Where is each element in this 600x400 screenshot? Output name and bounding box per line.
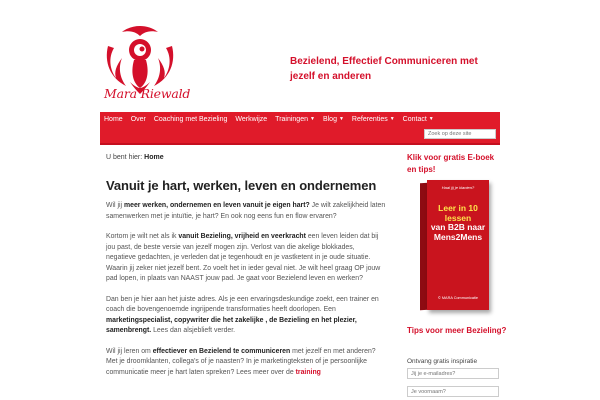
nav-item-coaching-met-bezieling[interactable] [150,112,232,127]
nav-item-home[interactable] [100,112,127,127]
training-link[interactable]: training [295,368,321,376]
sidebar [407,152,503,300]
text: Dan ben je hier aan het juiste adres. Als je een ervaringsdeskundige zoekt, een trainer en coach die bovengenoemde ingrijpende transformaties heeft doorlopen. Een [106,295,379,313]
breadcrumb-current: Home [144,154,164,161]
text: met jezelf en met anderen? Met je droomklanten, collega's of je naasten? In je marketingteksten of je persoonlijke communicatie meer je hart laten spreken? Lees meer over de [106,347,376,376]
breadcrumb-prefix: U bent hier: [106,154,143,161]
chevron-down-icon: ▼ [310,116,315,122]
nav-item-label: Coaching met Bezieling [153,116,228,123]
nav-item-label: Home [104,116,123,123]
site-tagline: Bezielend, Effectief Communiceren met jezelf en anderen [290,56,478,82]
breadcrumb [106,154,164,161]
chevron-down-icon: ▼ [338,116,344,122]
nav-item-label: Werkwijze [235,116,268,123]
book-top-text: Haal jij je klanten? [441,185,475,190]
nav-items [100,112,438,127]
text: een leven leiden dat bij jou past, de beste versie van jezelf mogen zijn. Verlost van die akelige blokkades, negatieve gedachten, je verleden dat je tegenhoudt en je vastketent in je oude situatie. Waarin jij zeker niet jezelf bent. Zo voelt het in ieder geval niet. Je wilt heel graag OP jouw pad lopen, in plaats van NAAST jouw pad. Je gaat voor Bezielend leven en werken? [106,233,381,282]
text: Lees dan alsjeblieft verder. [151,327,236,334]
chevron-down-icon: ▼ [389,116,395,122]
nav-item-label: Referenties [351,116,388,123]
intro-paragraph-1 [106,201,386,222]
nav-item-blog[interactable] [319,112,348,127]
first-name-field[interactable] [407,386,499,397]
bold-text: marketingspecialist, copywriter die het zakelijke , de Bezieling en het plezier, samenbrengt. [106,316,357,334]
nav-item-label: Over [130,116,146,123]
intro-paragraph-3 [106,295,386,337]
text: Wil jij leren om [106,347,153,355]
bold-text: meer werken, ondernemen en leven vanuit je eigen hart? [124,202,310,209]
brand-name[interactable]: Mara Riewald [104,86,191,101]
nav-item-referenties[interactable] [348,112,399,127]
main-navigation [100,112,500,145]
ebook-heading[interactable]: Klik voor gratis E-boek en tips! [407,153,495,174]
intro-paragraph-4 [106,347,386,379]
ebook-cover[interactable] [417,180,491,314]
book-footer: © MARA Communicatie [438,296,478,300]
book-face [427,180,489,310]
bold-text: effectiever en Bezielend te communiceren [152,347,291,355]
tips-heading: Tips voor meer Bezieling? [407,326,507,335]
main-content [106,178,386,388]
nav-item-over[interactable] [127,112,150,127]
nav-item-trainingen[interactable] [271,112,319,127]
chevron-down-icon: ▼ [428,116,434,122]
nav-item-label: Contact [402,116,427,123]
book-title [430,204,486,242]
search-input[interactable] [424,129,496,139]
nav-item-werkwijze[interactable] [231,112,271,127]
intro-paragraph-2 [106,232,386,285]
book-title-line-3: Mens2Mens [433,231,483,242]
book-title-line-1: Leer in 10 lessen [438,203,478,223]
text: Wil jij [106,202,124,209]
book-title-line-2: van B2B naar [430,222,486,232]
site-header [0,0,600,112]
email-field[interactable] [407,368,499,379]
bold-text: vanuit Bezieling, vrijheid en veerkracht [178,233,306,240]
text: Kortom je wilt net als ik [106,233,179,240]
nav-item-contact[interactable] [399,112,438,127]
text: Je wilt zakelijkheid laten samenwerken met je intuïtie, je hart? En ook nog eens fun en flow ervaren? [106,202,386,220]
page-title: Vanuit je hart, werken, leven en ondernemen [106,178,377,193]
nav-item-label: Trainingen [275,116,308,123]
nav-item-label: Blog [322,116,337,123]
subscribe-label: Ontvang gratis inspiratie [407,358,478,365]
